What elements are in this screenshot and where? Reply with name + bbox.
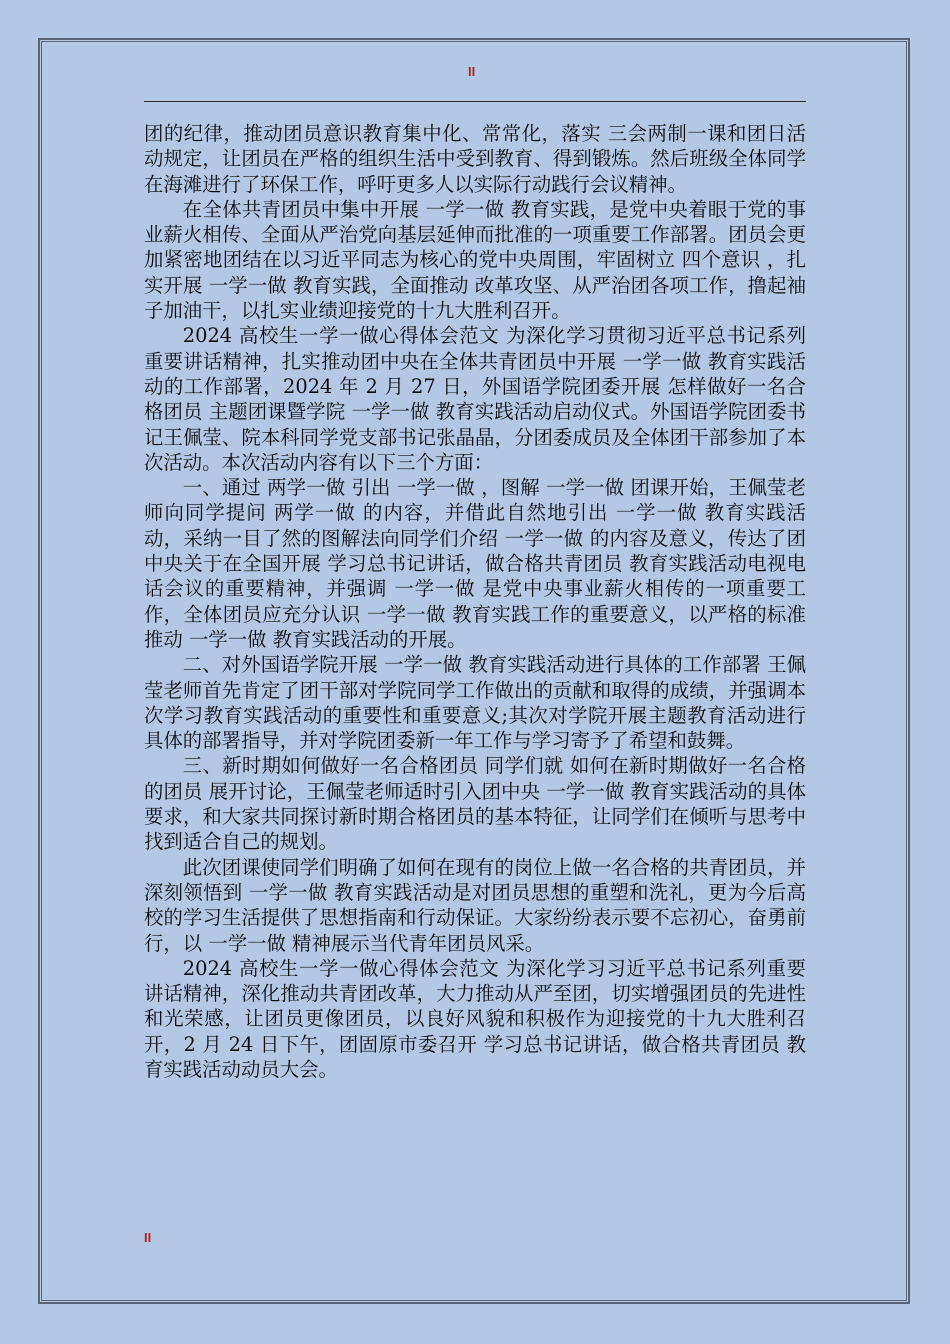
header-divider	[144, 101, 806, 102]
footer-mark: II	[144, 1230, 152, 1245]
paragraph-5: 二、对外国语学院开展 一学一做 教育实践活动进行具体的工作部署 王佩莹老师首先肯定了团干部对学院同学工作做出的贡献和取得的成绩，并强调本次学习教育实践活动的重要性和重要意义;其次对学院开展主题教育活动进行具体的部署指导，并对学院团委新一年工作与学习寄予了希望和鼓舞。	[144, 653, 806, 753]
header-mark: II	[468, 64, 476, 79]
document-body	[144, 121, 806, 1082]
paragraph-1: 团的纪律，推动团员意识教育集中化、常常化，落实 三会两制一课和团日活动规定，让团员在严格的组织生活中受到教育、得到锻炼。然后班级全体同学在海滩进行了环保工作，呼吁更多人以实际行动践行会议精神。	[144, 122, 806, 196]
paragraph-6: 三、新时期如何做好一名合格团员 同学们就 如何在新时期做好一名合格的团员 展开讨论，王佩莹老师适时引入团中央 一学一做 教育实践活动的具体要求，和大家共同探讨新时期合格团员的基本特征，让同学们在倾听与思考中找到适合自己的规划。	[144, 754, 806, 854]
paragraph-3: 2024 高校生一学一做心得体会范文 为深化学习贯彻习近平总书记系列重要讲话精神，扎实推动团中央在全体共青团员中开展 一学一做 教育实践活动的工作部署，2024 年 2 月 27 日，外国语学院团委开展 怎样做好一名合格团员 主题团课暨学院 一学一做 教育实践活动启动仪式。外国语学院团委书记王佩莹、院本科同学党支部书记张晶晶，分团委成员及全体团干部参加了本次活动。本次活动内容有以下三个方面：	[144, 324, 806, 474]
paragraph-2: 在全体共青团员中集中开展 一学一做 教育实践，是党中央着眼于党的事业薪火相传、全面从严治党向基层延伸而批准的一项重要工作部署。团员会更加紧密地团结在以习近平同志为核心的党中央周围，牢固树立 四个意识 ，扎实开展 一学一做 教育实践，全面推动 改革攻坚、从严治团各项工作，撸起袖子加油干，以扎实业绩迎接党的十九大胜利召开。	[144, 197, 806, 323]
paragraph-4: 一、通过 两学一做 引出 一学一做 ，图解 一学一做 团课开始，王佩莹老师向同学提问 两学一做 的内容，并借此自然地引出 一学一做 教育实践活动，采纳一目了然的图解法向同学们介绍 一学一做 的内容及意义，传达了团中央关于在全国开展 学习总书记讲话，做合格共青团员 教育实践活动电视电话会议的重要精神，并强调 一学一做 是党中央事业薪火相传的一项重要工作，全体团员应充分认识 一学一做 教育实践工作的重要意义，以严格的标准推动 一学一做 教育实践活动的开展。	[144, 476, 806, 651]
paragraph-7: 此次团课使同学们明确了如何在现有的岗位上做一名合格的共青团员，并深刻领悟到 一学一做 教育实践活动是对团员思想的重塑和洗礼，更为今后高校的学习生活提供了思想指南和行动保证。大家纷纷表示要不忘初心，奋勇前行，以 一学一做 精神展示当代青年团员风采。	[144, 855, 806, 955]
paragraph-8: 2024 高校生一学一做心得体会范文 为深化学习习近平总书记系列重要讲话精神，深化推动共青团改革，大力推动从严至团，切实增强团员的先进性和光荣感，让团员更像团员，以良好风貌和积极作为迎接党的十九大胜利召开，2 月 24 日下午，团固原市委召开 学习总书记讲话，做合格共青团员 教育实践活动动员大会。	[144, 956, 806, 1081]
